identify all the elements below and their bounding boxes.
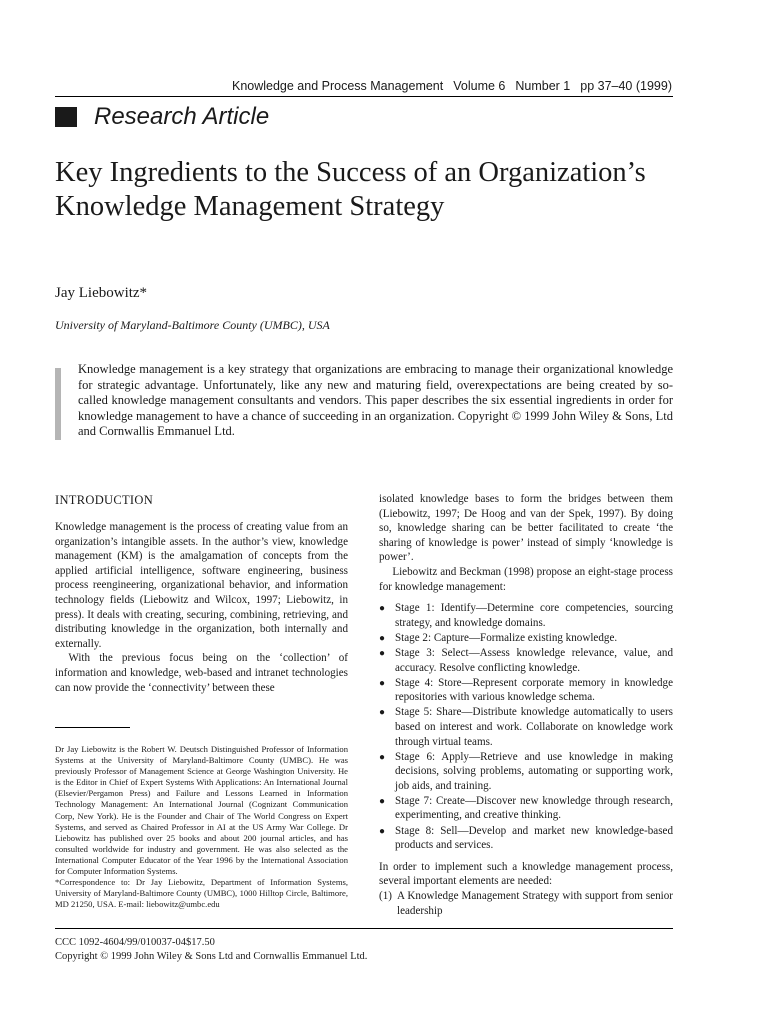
left-column (55, 520, 348, 695)
list-item: ● Stage 1: Identify—Determine core competencies, sourcing strategy, and knowledge domains. (379, 602, 673, 629)
numbered-item-1 (379, 889, 673, 918)
bullet-icon: ● (379, 795, 386, 807)
stage-list (379, 601, 673, 853)
continuation-paragraph: isolated knowledge bases to form the bridges between them (Liebowitz, 1997; De Hoog and van der Spek, 1997). By doing so, knowledge sharing can be better facilitated to create ‘the sharing of knowledge is power’ instead of simply ‘knowledge is power’. (379, 493, 673, 564)
bullet-icon: ● (379, 825, 386, 837)
item-text: A Knowledge Management Strategy with support from senior leadership (397, 889, 673, 917)
journal-pages: pp 37–40 (1999) (580, 79, 672, 93)
list-item: ● Stage 5: Share—Distribute knowledge automatically to users based on interest and work. Collaborate on knowledge work through virtual teams. (379, 706, 673, 748)
abstract: Knowledge management is a key strategy that organizations are embracing to manage their organizational knowledge for strategic advantage. Unfortunately, like any new and maturing field, overexpectations are being created by so-called knowledge management consultants and vendors. This paper describes the six essential ingredients in order for knowledge management to have a chance of succeeding in an organization. Copyright © 1999 John Wiley & Sons, Ltd and Cornwallis Emmanuel Ltd. (78, 362, 673, 439)
footer-rule (55, 928, 673, 929)
header-rule (55, 96, 673, 97)
introduction-heading: INTRODUCTION (55, 493, 154, 507)
article-title: Key Ingredients to the Success of an Organization’s Knowledge Management Strategy (55, 157, 646, 222)
footnote-rule (55, 727, 130, 728)
list-item: ● Stage 7: Create—Discover new knowledge through research, experimenting, and creative thinking. (379, 794, 673, 822)
implement-paragraph: In order to implement such a knowledge management process, several important elements are needed: (379, 860, 673, 888)
section-label: Research Article (94, 103, 270, 130)
intro-paragraph-2: With the previous focus being on the ‘collection’ of information and knowledge, web-based and intranet technologies can now provide the ‘connectivity’ between these (55, 652, 348, 694)
author-affiliation: University of Maryland-Baltimore County (UMBC), USA (55, 318, 330, 332)
list-item: ● Stage 4: Store—Represent corporate memory in knowledge repositories with various knowledge schema. (379, 676, 673, 704)
right-column (379, 492, 673, 918)
bullet-icon: ● (379, 632, 386, 644)
intro-paragraph-1: Knowledge management is the process of creating value from an organization’s intangible assets. In the author’s view, knowledge management (KM) is the amalgamation of concepts from the applied artificial intelligence, software engineering, business process reengineering, organizational behavior, and information technology fields (Liebowitz and Wilcox, 1997; Liebowitz, in press). It deals with creating, securing, combining, retrieving, and distributing knowledge in the organization, both internally and externally. (55, 521, 348, 650)
list-item: ● Stage 3: Select—Assess knowledge relevance, value, and accuracy. Resolve conflicting knowledge. (379, 646, 673, 674)
proposal-paragraph: Liebowitz and Beckman (1998) propose an eight-stage process for knowledge management: (379, 565, 673, 593)
journal-number: Number 1 (515, 79, 571, 93)
section-square-icon (55, 107, 77, 127)
author-name: Jay Liebowitz* (55, 285, 148, 301)
author-bio-footnote: Dr Jay Liebowitz is the Robert W. Deutsch Distinguished Professor of Information Systems at the University of Maryland-Baltimore County (UMBC). He was previously Professor of Management Science at George Washington University. He is the Editor in Chief of Expert Systems With Applications: An International Journal (Elsevier/Pergamon Press) and Failure and Lessons Learned in Information Technology Management: An International Journal (Cognizant Communication Corp, New York). He is the Founder and Chair of The World Congress on Expert Systems, and served as Chaired Professor in AI at the US Army War College. Dr Liebowitz has published over 25 books and about 200 journal articles, and has consulted worldwide for industry and government. He was also selected as the International Computer Educator of the Year 1996 by the International Association for Computer Information Systems. (55, 744, 348, 877)
correspondence-footnote: *Correspondence to: Dr Jay Liebowitz, Department of Information Systems, University of Maryland-Baltimore County (UMBC), 1000 Hilltop Circle, Baltimore, MD 21250, USA. E-mail: liebowitz@umbc.edu (55, 877, 348, 910)
journal-name: Knowledge and Process Management (231, 79, 444, 93)
ccc-code: CCC 1092-4604/99/010037-04$17.50 (55, 937, 215, 948)
bullet-icon: ● (379, 707, 386, 719)
list-item: ● Stage 2: Capture—Formalize existing knowledge. (379, 631, 673, 646)
journal-volume: Volume 6 (453, 79, 506, 93)
bullet-icon: ● (379, 751, 386, 763)
bullet-icon: ● (379, 603, 386, 615)
list-item: ● Stage 8: Sell—Develop and market new knowledge-based products and services. (379, 824, 673, 852)
page-footer (55, 936, 367, 964)
item-number: (1) (379, 889, 392, 902)
running-header (200, 79, 672, 93)
bullet-icon: ● (379, 677, 386, 689)
footnotes (55, 744, 348, 910)
bullet-icon: ● (379, 647, 386, 659)
footer-copyright: Copyright © 1999 John Wiley & Sons Ltd and Cornwallis Emmanuel Ltd. (55, 951, 368, 962)
abstract-bar (55, 368, 61, 440)
list-item: ● Stage 6: Apply—Retrieve and use knowledge in making decisions, solving problems, automating or supporting work, job aids, and training. (379, 750, 673, 792)
